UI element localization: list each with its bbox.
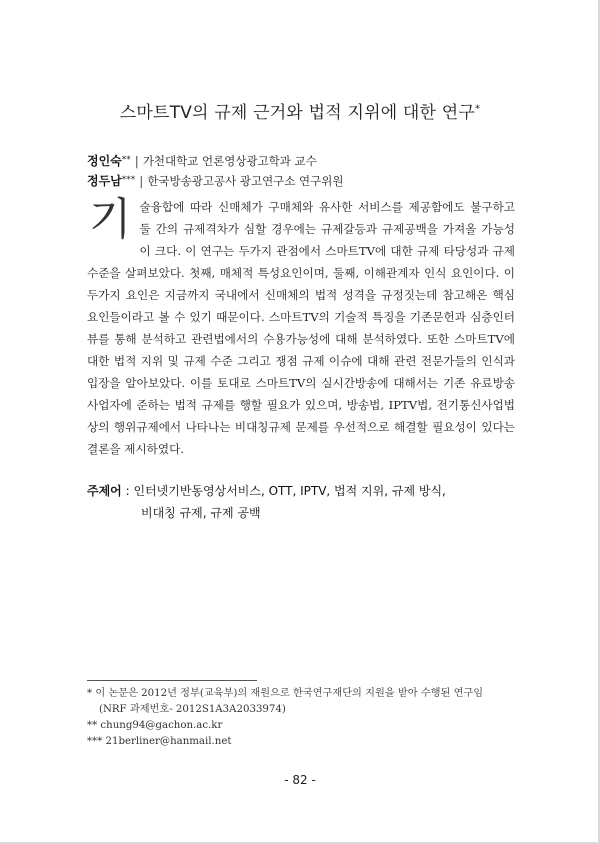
abstract-body: 술융합에 따라 신매체가 구매체와 유사한 서비스를 제공함에도 불구하고 둘 간의 규제격차가 심할 경우에는 규제갈등과 규제공백을 가져올 가능성이 크다. 이 연구는 두가지 관점에서 스마트TV에 대한 규제 타당성과 규제 수준을 살펴보았다. 첫째, 매체적 특성요인이며, 둘째, 이해관계자 인식 요인이다. 이 두가지 요인은 지금까지 국내에서 신매체의 법적 성격을 규정짓는데 참고해온 핵심 요인들이라고 볼 수 있기 때문이다. 스마트TV의 기술적 특징을 기존문헌과 심층인터뷰를 통해 분석하고 관련법에서의 수용가능성에 대해 분석하였다. 또한 스마트TV에 대한 법적 지위 및 규제 수준 그리고 쟁점 규제 이슈에 대해 관련 전문가들의 인식과 입장을 알아보았다. 이를 토대로 스마트TV의 실시간방송에 대해서는 기존 유료방송사업자에 준하는 법적 규제를 행할 필요가 있으며, 방송법, IPTV법, 전기통신사업법 상의 행위규제에서 나타나는 비대칭규제 문제를 우선적으로 해결할 필요성이 있다는 결론을 제시하였다.	[87, 200, 515, 456]
footnote-email: ** chung94@gachon.ac.kr	[87, 720, 223, 731]
abstract-dropcap: 기	[89, 194, 132, 245]
author-line	[87, 150, 344, 170]
paper-title	[0, 98, 600, 123]
author-footnote-mark: ***	[121, 175, 136, 185]
keywords-label: 주제어	[87, 484, 122, 498]
footnotes	[87, 686, 527, 750]
keywords-line	[87, 480, 527, 502]
author-name: 정인숙	[87, 154, 122, 168]
title-text: 스마트TV의 규제 근거와 법적 지위에 대한 연구	[119, 103, 476, 123]
author-list	[87, 150, 344, 190]
author-separator: |	[139, 174, 144, 188]
author-footnote-mark: **	[121, 155, 131, 165]
footnote-funding: * 이 논문은 2012년 정부(교육부)의 재원으로 한국연구재단의 지원을 받아 수행된 연구임	[87, 688, 484, 699]
author-line	[87, 170, 344, 190]
author-affiliation: 가천대학교 언론영상광고학과 교수	[142, 154, 317, 168]
author-name: 정두남	[87, 174, 122, 188]
author-affiliation: 한국방송광고공사 광고연구소 연구위원	[147, 174, 344, 188]
page-number: - 82 -	[284, 773, 316, 787]
abstract	[87, 196, 515, 460]
footnote-email: *** 21berliner@hanmail.net	[87, 736, 232, 747]
keywords-separator: :	[121, 484, 134, 498]
footnote-divider	[87, 680, 257, 681]
keywords-line: 비대칭 규제, 규제 공백	[141, 506, 261, 520]
keywords	[87, 480, 527, 524]
keywords-text: 인터넷기반동영상서비스, OTT, IPTV, 법적 지위, 규제 방식,	[133, 484, 446, 498]
footnote-funding-number: (NRF 과제번호- 2012S1A3A2033974)	[99, 704, 286, 715]
title-footnote-mark: *	[475, 103, 481, 115]
author-separator: |	[134, 154, 139, 168]
